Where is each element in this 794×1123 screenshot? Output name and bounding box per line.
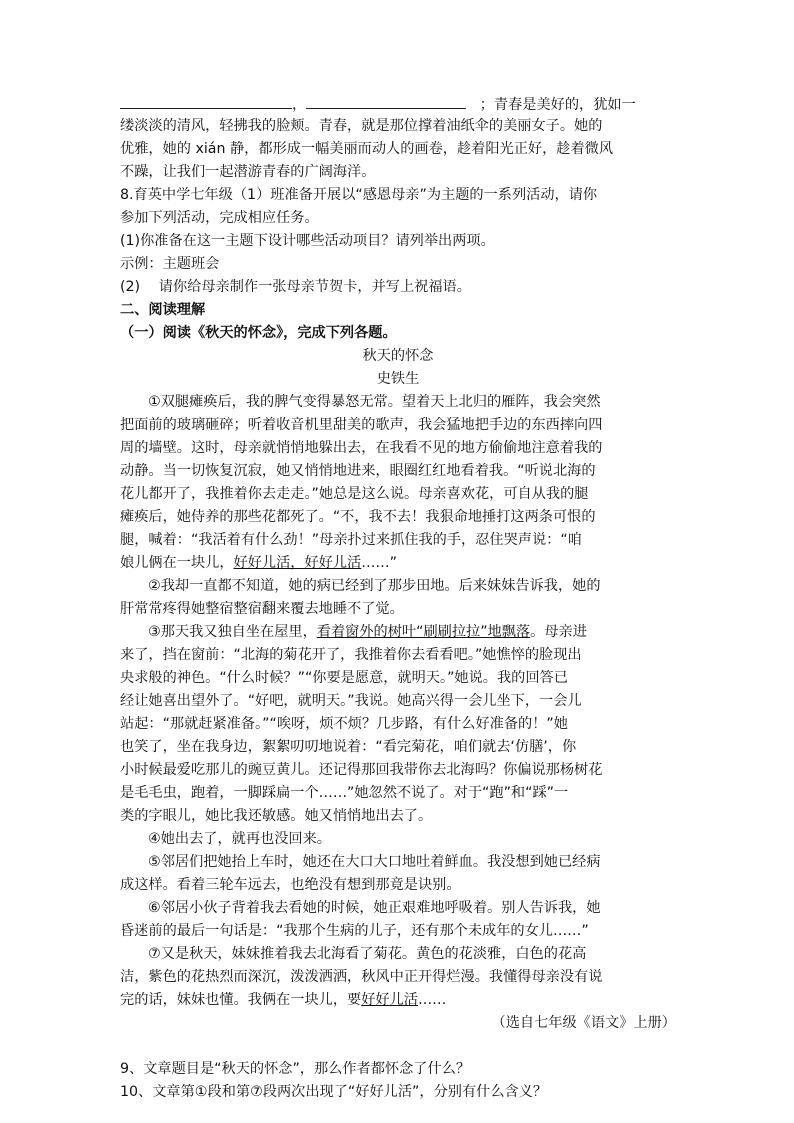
q8-line-2: 参加下列活动，完成相应任务。 bbox=[120, 210, 319, 226]
paragraph-line: 来了，挡在窗前：“北海的菊花开了，我推着你去看看吧。”她憔悴的脸现出 bbox=[120, 647, 582, 663]
paragraph-line: 完的话，妹妹也懂。我俩在一块儿，要好好儿活…… bbox=[120, 992, 447, 1008]
paragraph-6 bbox=[120, 897, 676, 943]
intro-line-2: 缕淡淡的清风，轻拂我的脸颊。青春，就是那位撑着油纸伞的美丽女子。她的 bbox=[120, 118, 603, 134]
paragraph-line: 娘儿俩在一块儿，好好儿活，好好儿活……” bbox=[120, 555, 397, 571]
underlined-phrase: 好好儿活，好好儿活 bbox=[233, 555, 362, 571]
paragraph-line: 站起：“那就赶紧准备。”“唉呀，烦不烦？几步路，有什么好准备的！”她 bbox=[120, 716, 568, 732]
answer-blank-1[interactable] bbox=[120, 92, 292, 109]
paragraph-2 bbox=[120, 575, 676, 621]
paragraph-line: 肝常常疼得她整宿整宿翻来覆去地睡不了觉。 bbox=[120, 601, 404, 617]
paragraph-1 bbox=[120, 391, 676, 575]
paragraph-line: 也笑了，坐在我身边，絮絮叨叨地说着：“看完菊花，咱们就去‘仿膳’，你 bbox=[120, 739, 577, 755]
paragraph-line: ①双腿瘫痪后，我的脾气变得暴怒无常。望着天上北归的雁阵，我会突然 bbox=[148, 394, 601, 410]
paragraph-3 bbox=[120, 621, 676, 828]
q8-sub-1: (1)你准备在这一主题下设计哪些活动项目？请列举出两项。 bbox=[120, 233, 495, 249]
intro-line-1: ， ；青春是美好的，犹如一 bbox=[120, 92, 676, 115]
q8-line-1: 8.育英中学七年级（1）班准备开展以“感恩母亲”为主题的一系列活动，请你 bbox=[120, 187, 598, 203]
paragraph-line: ⑦又是秋天，妹妹推着我去北海看了菊花。黄色的花淡雅，白色的花高 bbox=[148, 946, 587, 962]
paragraph-line: ⑤邻居们把她抬上车时，她还在大口大口地吐着鲜血。我没想到她已经病 bbox=[148, 854, 601, 870]
underlined-phrase: 看着窗外的树叶“刷刷拉拉”地飘落 bbox=[316, 624, 531, 640]
article-author: 史铁生 bbox=[376, 371, 420, 387]
answer-blank-2[interactable] bbox=[306, 92, 466, 109]
paragraph-line: 类的字眼儿，她比我还敏感。她又悄悄地出去了。 bbox=[120, 808, 433, 824]
paragraph-line: 花儿都开了，我推着你去走走。”她总是这么说。母亲喜欢花，可自从我的腿 bbox=[120, 486, 589, 502]
paragraph-line: ⑥邻居小伙子背着我去看她的时候，她正艰难地呼吸着。别人告诉我，她 bbox=[148, 900, 601, 916]
paragraph-line: 经让她喜出望外了。“好吧，就明天。”我说。她高兴得一会儿坐下，一会儿 bbox=[120, 693, 582, 709]
paragraph-line: 昏迷前的最后一句话是：“我那个生病的儿子，还有那个未成年的女儿……” bbox=[120, 923, 589, 939]
spacer bbox=[120, 1035, 676, 1058]
paragraph-line: 腿，喊着：“我活着有什么劲！”母亲扑过来抓住我的手，忍住哭声说：“咱 bbox=[120, 532, 582, 548]
intro-line-4: 不躁，让我们一起潜游青春的广阔海洋。 bbox=[120, 164, 376, 180]
article-source: （选自七年级《语文》上册） bbox=[491, 1015, 676, 1031]
question-10: 10、文章第①段和第⑦段两次出现了“好好儿活”，分别有什么含义？ bbox=[120, 1084, 548, 1100]
paragraph-line: 瘫痪后，她侍养的那些花都死了。“不，我不去！我狠命地捶打这两条可恨的 bbox=[120, 509, 596, 525]
paragraph-line: ③那天我又独自坐在屋里，看着窗外的树叶“刷刷拉拉”地飘落。母亲进 bbox=[148, 624, 587, 640]
intro-line-3: 优雅，她的 xián 静，都形成一幅美丽而动人的画卷，趁着阳光正好，趁着微风 bbox=[120, 141, 614, 157]
paragraph-line: 是毛毛虫，跑着，一脚踩扁一个……”她忽然不说了。对于“跑”和“踩”一 bbox=[120, 785, 569, 801]
paragraph-line: 周的墙壁。这时，母亲就悄悄地躲出去，在我看不见的地方偷偷地注意着我的 bbox=[120, 440, 603, 456]
paragraph-4: ④她出去了，就再也没回来。 bbox=[148, 831, 331, 847]
document-page bbox=[120, 92, 676, 1104]
paragraph-line: 成这样。看着三轮车远去，也绝没有想到那竟是诀别。 bbox=[120, 877, 461, 893]
question-9: 9、文章题目是“秋天的怀念”，那么作者都怀念了什么？ bbox=[120, 1061, 471, 1077]
article-title: 秋天的怀念 bbox=[362, 348, 434, 364]
paragraph-line: 小时候最爱吃那儿的豌豆黄儿。还记得那回我带你去北海吗？你偏说那杨树花 bbox=[120, 762, 603, 778]
underlined-phrase: 好好儿活 bbox=[361, 992, 418, 1008]
paragraph-line: 洁，紫色的花热烈而深沉，泼泼洒洒，秋风中正开得烂漫。我懂得母亲没有说 bbox=[120, 969, 603, 985]
q8-sub-2: (2) 请你给母亲制作一张母亲节贺卡，并写上祝福语。 bbox=[120, 279, 471, 295]
paragraph-line: ②我却一直都不知道，她的病已经到了那步田地。后来妹妹告诉我，她的 bbox=[148, 578, 601, 594]
section-heading: 二、阅读理解 bbox=[120, 302, 206, 318]
paragraph-line: 把面前的玻璃砸碎；听着收音机里甜美的歌声，我会猛地把手边的东西摔向四 bbox=[120, 417, 603, 433]
paragraph-7 bbox=[120, 943, 676, 1012]
paragraph-line: 央求般的神色。“什么时候？”“你要是愿意，就明天。”她说。我的回答已 bbox=[120, 670, 568, 686]
paragraph-5 bbox=[120, 851, 676, 897]
paragraph-line: 动静。当一切恢复沉寂，她又悄悄地进来，眼圈红红地看着我。“听说北海的 bbox=[120, 463, 596, 479]
part-heading: （一）阅读《秋天的怀念》，完成下列各题。 bbox=[120, 325, 397, 341]
q8-example: 示例：主题班会 bbox=[120, 256, 220, 272]
